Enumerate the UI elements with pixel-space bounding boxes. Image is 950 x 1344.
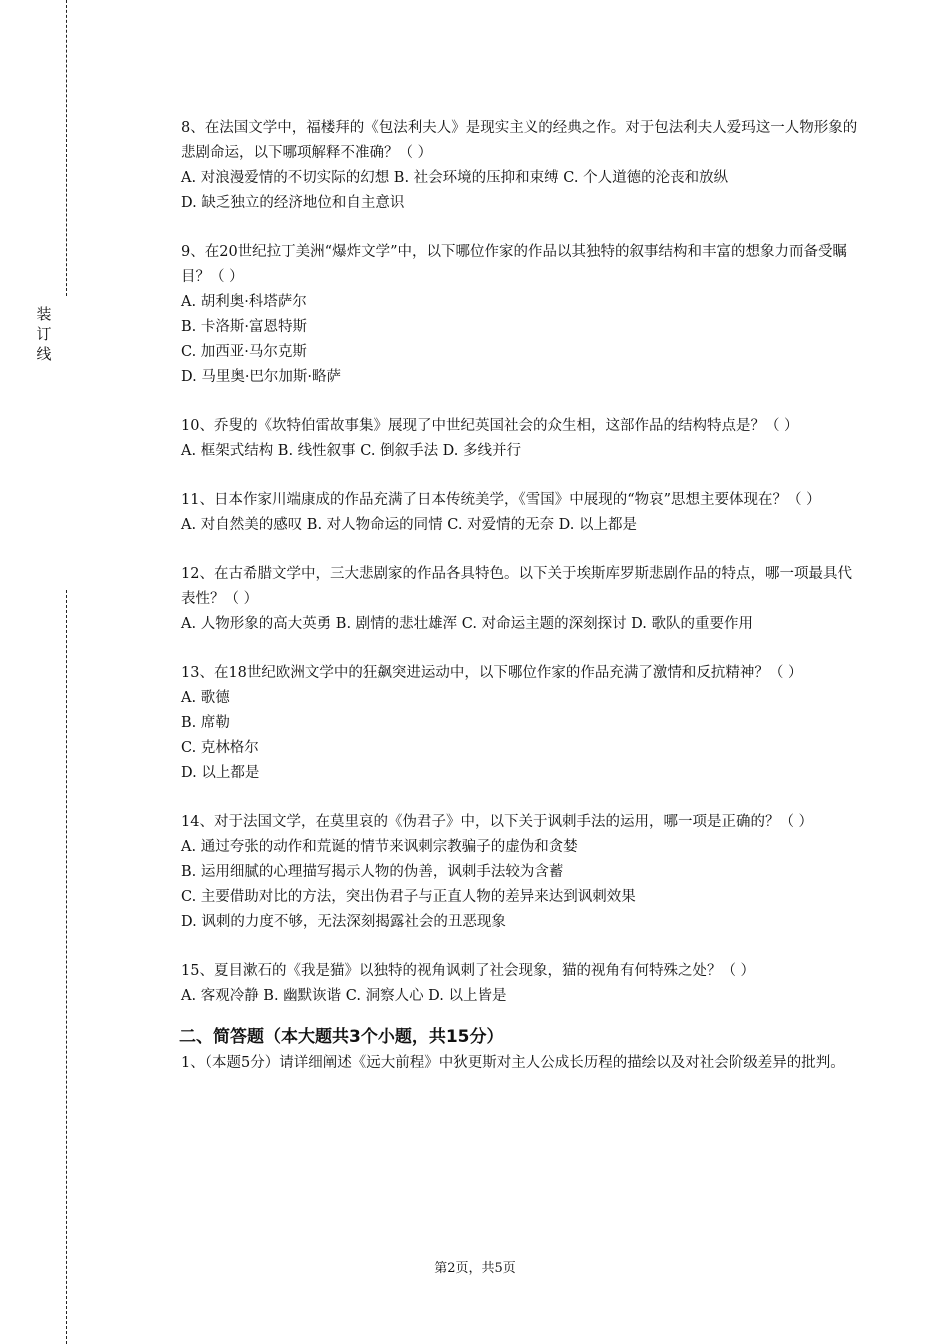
question-stem: 10、乔叟的《坎特伯雷故事集》展现了中世纪英国社会的众生相，这部作品的结构特点是？（ ） [181,418,799,434]
binding-char: 装 [36,305,52,323]
page-footer: 第2页，共5页 [434,1261,516,1276]
binding-line-top [66,0,67,296]
question-9 [181,240,861,390]
question-stem: 15、夏目漱石的《我是猫》以独特的视角讽刺了社会现象，猫的视角有何特殊之处？（ ） [181,963,756,979]
option-line: A. 胡利奥·科塔萨尔 [181,294,307,310]
binding-line-bottom [66,590,67,1344]
option-line: D. 以上都是 [181,765,260,781]
option-line: A. 歌德 [181,690,230,706]
option-line: C. 主要借助对比的方法，突出伪君子与正直人物的差异来达到讽刺效果 [181,889,636,905]
binding-char: 订 [36,325,52,343]
question-13 [181,661,861,786]
question-12 [181,562,861,637]
option-line: A. 对浪漫爱情的不切实际的幻想 B. 社会环境的压抑和束缚 C. 个人道德的沦丧和放纵 [181,170,729,186]
question-stem: 13、在18世纪欧洲文学中的狂飙突进运动中，以下哪位作家的作品充满了激情和反抗精神？（ ） [181,665,803,681]
short-answer-question: 1、（本题5分）请详细阐述《远大前程》中狄更斯对主人公成长历程的描绘以及对社会阶级差异的批判。 [181,1055,845,1071]
question-8 [181,116,861,216]
option-line: A. 人物形象的高大英勇 B. 剧情的悲壮雄浑 C. 对命运主题的深刻探讨 D. 歌队的重要作用 [181,616,754,632]
question-stem: 11、日本作家川端康成的作品充满了日本传统美学，《雪国》中展现的“物哀”思想主要体现在？（ ） [181,492,821,508]
option-line: A. 框架式结构 B. 线性叙事 C. 倒叙手法 D. 多线并行 [181,443,522,459]
question-stem: 14、对于法国文学，在莫里哀的《伪君子》中，以下关于讽刺手法的运用，哪一项是正确的？（ ） [181,814,814,830]
question-stem: 9、在20世纪拉丁美洲“爆炸文学”中，以下哪位作家的作品以其独特的叙事结构和丰富的想象力而备受瞩目？（ ） [181,244,847,285]
option-line: A. 客观冷静 B. 幽默诙谐 C. 洞察人心 D. 以上皆是 [181,988,507,1004]
option-line: B. 运用细腻的心理描写揭示人物的伪善，讽刺手法较为含蓄 [181,864,564,880]
option-line: B. 席勒 [181,715,230,731]
binding-char: 线 [36,345,52,363]
option-line: D. 马里奥·巴尔加斯·略萨 [181,369,342,385]
option-line: D. 缺乏独立的经济地位和自主意识 [181,195,405,211]
question-stem: 12、在古希腊文学中，三大悲剧家的作品各具特色。以下关于埃斯库罗斯悲剧作品的特点，哪一项最具代表性？（ ） [181,566,852,607]
question-14 [181,810,861,935]
question-11 [181,488,861,538]
option-line: C. 加西亚·马尔克斯 [181,344,307,360]
exam-content [181,116,861,1076]
option-line: D. 讽刺的力度不够，无法深刻揭露社会的丑恶现象 [181,914,506,930]
question-15 [181,959,861,1009]
option-line: B. 卡洛斯·富恩特斯 [181,319,307,335]
option-line: A. 通过夸张的动作和荒诞的情节来讽刺宗教骗子的虚伪和贪婪 [181,839,578,855]
section-title: 二、简答题（本大题共3个小题，共15分） [179,1027,504,1047]
option-line: C. 克林格尔 [181,740,259,756]
binding-label [34,304,54,364]
question-stem: 8、在法国文学中，福楼拜的《包法利夫人》是现实主义的经典之作。对于包法利夫人爱玛这一人物形象的悲剧命运，以下哪项解释不准确？（ ） [181,120,858,161]
question-10 [181,414,861,464]
option-line: A. 对自然美的感叹 B. 对人物命运的同情 C. 对爱情的无奈 D. 以上都是 [181,517,638,533]
